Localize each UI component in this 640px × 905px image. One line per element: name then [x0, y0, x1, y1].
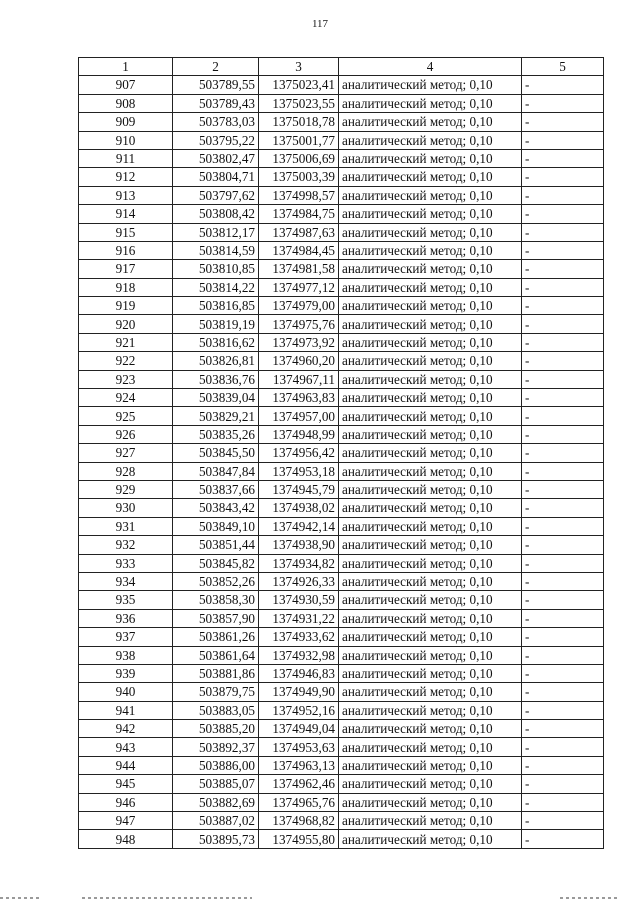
- x-coordinate-cell: 503845,50: [173, 444, 259, 462]
- method-accuracy-cell: аналитический метод; 0,10: [339, 297, 522, 315]
- note-cell: -: [522, 94, 604, 112]
- x-coordinate-cell: 503885,07: [173, 775, 259, 793]
- point-number-cell: 915: [79, 223, 173, 241]
- note-cell: -: [522, 591, 604, 609]
- point-number-cell: 929: [79, 480, 173, 498]
- y-coordinate-cell: 1375018,78: [259, 113, 339, 131]
- point-number-cell: 932: [79, 536, 173, 554]
- note-cell: -: [522, 315, 604, 333]
- point-number-cell: 943: [79, 738, 173, 756]
- x-coordinate-cell: 503802,47: [173, 149, 259, 167]
- table-body: [79, 76, 604, 848]
- y-coordinate-cell: 1374955,80: [259, 830, 339, 848]
- point-number-cell: 936: [79, 609, 173, 627]
- y-coordinate-cell: 1374938,90: [259, 536, 339, 554]
- x-coordinate-cell: 503816,85: [173, 297, 259, 315]
- method-accuracy-cell: аналитический метод; 0,10: [339, 572, 522, 590]
- table-row: [79, 517, 604, 535]
- x-coordinate-cell: 503885,20: [173, 720, 259, 738]
- point-number-cell: 930: [79, 499, 173, 517]
- y-coordinate-cell: 1375023,55: [259, 94, 339, 112]
- x-coordinate-cell: 503804,71: [173, 168, 259, 186]
- method-accuracy-cell: аналитический метод; 0,10: [339, 683, 522, 701]
- note-cell: -: [522, 389, 604, 407]
- table-row: [79, 462, 604, 480]
- x-coordinate-cell: 503883,05: [173, 701, 259, 719]
- point-number-cell: 911: [79, 149, 173, 167]
- method-accuracy-cell: аналитический метод; 0,10: [339, 278, 522, 296]
- method-accuracy-cell: аналитический метод; 0,10: [339, 94, 522, 112]
- table-row: [79, 168, 604, 186]
- method-accuracy-cell: аналитический метод; 0,10: [339, 370, 522, 388]
- method-accuracy-cell: аналитический метод; 0,10: [339, 536, 522, 554]
- y-coordinate-cell: 1374960,20: [259, 352, 339, 370]
- method-accuracy-cell: аналитический метод; 0,10: [339, 389, 522, 407]
- point-number-cell: 928: [79, 462, 173, 480]
- x-coordinate-cell: 503892,37: [173, 738, 259, 756]
- method-accuracy-cell: аналитический метод; 0,10: [339, 352, 522, 370]
- method-accuracy-cell: аналитический метод; 0,10: [339, 205, 522, 223]
- y-coordinate-cell: 1374968,82: [259, 812, 339, 830]
- table-row: [79, 113, 604, 131]
- table-row: [79, 260, 604, 278]
- table-header-row: [79, 58, 604, 76]
- point-number-cell: 926: [79, 425, 173, 443]
- x-coordinate-cell: 503895,73: [173, 830, 259, 848]
- page-number: 117: [311, 18, 329, 30]
- table-row: [79, 572, 604, 590]
- x-coordinate-cell: 503857,90: [173, 609, 259, 627]
- x-coordinate-cell: 503847,84: [173, 462, 259, 480]
- note-cell: -: [522, 646, 604, 664]
- table-row: [79, 352, 604, 370]
- table-row: [79, 278, 604, 296]
- method-accuracy-cell: аналитический метод; 0,10: [339, 554, 522, 572]
- note-cell: -: [522, 572, 604, 590]
- point-number-cell: 940: [79, 683, 173, 701]
- x-coordinate-cell: 503789,55: [173, 76, 259, 94]
- note-cell: -: [522, 444, 604, 462]
- y-coordinate-cell: 1374987,63: [259, 223, 339, 241]
- note-cell: -: [522, 260, 604, 278]
- table-row: [79, 333, 604, 351]
- y-coordinate-cell: 1374975,76: [259, 315, 339, 333]
- y-coordinate-cell: 1374965,76: [259, 793, 339, 811]
- x-coordinate-cell: 503881,86: [173, 664, 259, 682]
- method-accuracy-cell: аналитический метод; 0,10: [339, 315, 522, 333]
- x-coordinate-cell: 503887,02: [173, 812, 259, 830]
- note-cell: -: [522, 223, 604, 241]
- y-coordinate-cell: 1374949,04: [259, 720, 339, 738]
- point-number-cell: 946: [79, 793, 173, 811]
- note-cell: -: [522, 517, 604, 535]
- note-cell: -: [522, 554, 604, 572]
- y-coordinate-cell: 1375006,69: [259, 149, 339, 167]
- method-accuracy-cell: аналитический метод; 0,10: [339, 260, 522, 278]
- table-row: [79, 499, 604, 517]
- table-row: [79, 297, 604, 315]
- x-coordinate-cell: 503835,26: [173, 425, 259, 443]
- method-accuracy-cell: аналитический метод; 0,10: [339, 223, 522, 241]
- y-coordinate-cell: 1374979,00: [259, 297, 339, 315]
- y-coordinate-cell: 1374963,13: [259, 756, 339, 774]
- table-row: [79, 738, 604, 756]
- note-cell: -: [522, 205, 604, 223]
- method-accuracy-cell: аналитический метод; 0,10: [339, 76, 522, 94]
- method-accuracy-cell: аналитический метод; 0,10: [339, 701, 522, 719]
- column-header-1: 1: [79, 58, 173, 76]
- y-coordinate-cell: 1374973,92: [259, 333, 339, 351]
- table-row: [79, 241, 604, 259]
- y-coordinate-cell: 1374938,02: [259, 499, 339, 517]
- y-coordinate-cell: 1374984,75: [259, 205, 339, 223]
- point-number-cell: 924: [79, 389, 173, 407]
- method-accuracy-cell: аналитический метод; 0,10: [339, 756, 522, 774]
- note-cell: -: [522, 738, 604, 756]
- point-number-cell: 921: [79, 333, 173, 351]
- point-number-cell: 920: [79, 315, 173, 333]
- method-accuracy-cell: аналитический метод; 0,10: [339, 131, 522, 149]
- table-row: [79, 425, 604, 443]
- table-row: [79, 315, 604, 333]
- x-coordinate-cell: 503882,69: [173, 793, 259, 811]
- method-accuracy-cell: аналитический метод; 0,10: [339, 113, 522, 131]
- table-row: [79, 94, 604, 112]
- y-coordinate-cell: 1374930,59: [259, 591, 339, 609]
- y-coordinate-cell: 1374953,18: [259, 462, 339, 480]
- point-number-cell: 907: [79, 76, 173, 94]
- note-cell: -: [522, 425, 604, 443]
- note-cell: -: [522, 701, 604, 719]
- table-row: [79, 554, 604, 572]
- table-row: [79, 444, 604, 462]
- note-cell: -: [522, 278, 604, 296]
- point-number-cell: 931: [79, 517, 173, 535]
- x-coordinate-cell: 503837,66: [173, 480, 259, 498]
- table-row: [79, 628, 604, 646]
- point-number-cell: 938: [79, 646, 173, 664]
- method-accuracy-cell: аналитический метод; 0,10: [339, 407, 522, 425]
- x-coordinate-cell: 503816,62: [173, 333, 259, 351]
- y-coordinate-cell: 1374967,11: [259, 370, 339, 388]
- table-row: [79, 720, 604, 738]
- y-coordinate-cell: 1374931,22: [259, 609, 339, 627]
- table-row: [79, 149, 604, 167]
- point-number-cell: 919: [79, 297, 173, 315]
- method-accuracy-cell: аналитический метод; 0,10: [339, 499, 522, 517]
- table-row: [79, 683, 604, 701]
- note-cell: -: [522, 370, 604, 388]
- point-number-cell: 947: [79, 812, 173, 830]
- y-coordinate-cell: 1374949,90: [259, 683, 339, 701]
- x-coordinate-cell: 503797,62: [173, 186, 259, 204]
- table-row: [79, 536, 604, 554]
- x-coordinate-cell: 503879,75: [173, 683, 259, 701]
- note-cell: -: [522, 241, 604, 259]
- method-accuracy-cell: аналитический метод; 0,10: [339, 738, 522, 756]
- point-number-cell: 912: [79, 168, 173, 186]
- method-accuracy-cell: аналитический метод; 0,10: [339, 517, 522, 535]
- point-number-cell: 942: [79, 720, 173, 738]
- table-row: [79, 830, 604, 848]
- table-row: [79, 370, 604, 388]
- y-coordinate-cell: 1374956,42: [259, 444, 339, 462]
- method-accuracy-cell: аналитический метод; 0,10: [339, 149, 522, 167]
- y-coordinate-cell: 1375001,77: [259, 131, 339, 149]
- point-number-cell: 934: [79, 572, 173, 590]
- footer-mark-left: [0, 897, 40, 899]
- table-row: [79, 646, 604, 664]
- method-accuracy-cell: аналитический метод; 0,10: [339, 168, 522, 186]
- method-accuracy-cell: аналитический метод; 0,10: [339, 812, 522, 830]
- method-accuracy-cell: аналитический метод; 0,10: [339, 720, 522, 738]
- point-number-cell: 925: [79, 407, 173, 425]
- note-cell: -: [522, 756, 604, 774]
- method-accuracy-cell: аналитический метод; 0,10: [339, 646, 522, 664]
- note-cell: -: [522, 149, 604, 167]
- footer-mark-right: [560, 897, 620, 899]
- y-coordinate-cell: 1375023,41: [259, 76, 339, 94]
- y-coordinate-cell: 1374926,33: [259, 572, 339, 590]
- note-cell: -: [522, 830, 604, 848]
- point-number-cell: 948: [79, 830, 173, 848]
- x-coordinate-cell: 503845,82: [173, 554, 259, 572]
- table-row: [79, 223, 604, 241]
- x-coordinate-cell: 503861,26: [173, 628, 259, 646]
- y-coordinate-cell: 1374945,79: [259, 480, 339, 498]
- x-coordinate-cell: 503795,22: [173, 131, 259, 149]
- y-coordinate-cell: 1374998,57: [259, 186, 339, 204]
- table-row: [79, 793, 604, 811]
- note-cell: -: [522, 793, 604, 811]
- point-number-cell: 939: [79, 664, 173, 682]
- method-accuracy-cell: аналитический метод; 0,10: [339, 425, 522, 443]
- table-row: [79, 775, 604, 793]
- x-coordinate-cell: 503814,59: [173, 241, 259, 259]
- point-number-cell: 913: [79, 186, 173, 204]
- y-coordinate-cell: 1374957,00: [259, 407, 339, 425]
- note-cell: -: [522, 536, 604, 554]
- point-number-cell: 933: [79, 554, 173, 572]
- y-coordinate-cell: 1374948,99: [259, 425, 339, 443]
- table-row: [79, 407, 604, 425]
- column-header-5: 5: [522, 58, 604, 76]
- point-number-cell: 944: [79, 756, 173, 774]
- point-number-cell: 914: [79, 205, 173, 223]
- note-cell: -: [522, 352, 604, 370]
- method-accuracy-cell: аналитический метод; 0,10: [339, 793, 522, 811]
- point-number-cell: 909: [79, 113, 173, 131]
- note-cell: -: [522, 407, 604, 425]
- y-coordinate-cell: 1374981,58: [259, 260, 339, 278]
- note-cell: -: [522, 812, 604, 830]
- method-accuracy-cell: аналитический метод; 0,10: [339, 664, 522, 682]
- method-accuracy-cell: аналитический метод; 0,10: [339, 462, 522, 480]
- note-cell: -: [522, 683, 604, 701]
- table-row: [79, 591, 604, 609]
- note-cell: -: [522, 168, 604, 186]
- note-cell: -: [522, 480, 604, 498]
- x-coordinate-cell: 503843,42: [173, 499, 259, 517]
- note-cell: -: [522, 664, 604, 682]
- x-coordinate-cell: 503829,21: [173, 407, 259, 425]
- x-coordinate-cell: 503808,42: [173, 205, 259, 223]
- note-cell: -: [522, 333, 604, 351]
- method-accuracy-cell: аналитический метод; 0,10: [339, 333, 522, 351]
- method-accuracy-cell: аналитический метод; 0,10: [339, 628, 522, 646]
- note-cell: -: [522, 297, 604, 315]
- y-coordinate-cell: 1374953,63: [259, 738, 339, 756]
- table-row: [79, 701, 604, 719]
- y-coordinate-cell: 1375003,39: [259, 168, 339, 186]
- note-cell: -: [522, 186, 604, 204]
- y-coordinate-cell: 1374984,45: [259, 241, 339, 259]
- x-coordinate-cell: 503851,44: [173, 536, 259, 554]
- x-coordinate-cell: 503861,64: [173, 646, 259, 664]
- y-coordinate-cell: 1374932,98: [259, 646, 339, 664]
- table-row: [79, 756, 604, 774]
- point-number-cell: 917: [79, 260, 173, 278]
- x-coordinate-cell: 503812,17: [173, 223, 259, 241]
- point-number-cell: 922: [79, 352, 173, 370]
- y-coordinate-cell: 1374933,62: [259, 628, 339, 646]
- table-row: [79, 76, 604, 94]
- y-coordinate-cell: 1374977,12: [259, 278, 339, 296]
- note-cell: -: [522, 131, 604, 149]
- x-coordinate-cell: 503836,76: [173, 370, 259, 388]
- y-coordinate-cell: 1374934,82: [259, 554, 339, 572]
- coordinates-table: [78, 57, 604, 849]
- point-number-cell: 923: [79, 370, 173, 388]
- x-coordinate-cell: 503858,30: [173, 591, 259, 609]
- x-coordinate-cell: 503826,81: [173, 352, 259, 370]
- note-cell: -: [522, 462, 604, 480]
- point-number-cell: 935: [79, 591, 173, 609]
- column-header-3: 3: [259, 58, 339, 76]
- note-cell: -: [522, 609, 604, 627]
- note-cell: -: [522, 499, 604, 517]
- method-accuracy-cell: аналитический метод; 0,10: [339, 241, 522, 259]
- x-coordinate-cell: 503814,22: [173, 278, 259, 296]
- point-number-cell: 910: [79, 131, 173, 149]
- point-number-cell: 941: [79, 701, 173, 719]
- point-number-cell: 916: [79, 241, 173, 259]
- point-number-cell: 918: [79, 278, 173, 296]
- method-accuracy-cell: аналитический метод; 0,10: [339, 480, 522, 498]
- column-header-4: 4: [339, 58, 522, 76]
- x-coordinate-cell: 503783,03: [173, 113, 259, 131]
- x-coordinate-cell: 503789,43: [173, 94, 259, 112]
- table-row: [79, 205, 604, 223]
- x-coordinate-cell: 503810,85: [173, 260, 259, 278]
- column-header-2: 2: [173, 58, 259, 76]
- y-coordinate-cell: 1374963,83: [259, 389, 339, 407]
- method-accuracy-cell: аналитический метод; 0,10: [339, 186, 522, 204]
- footer-mark-center: [82, 897, 252, 899]
- method-accuracy-cell: аналитический метод; 0,10: [339, 609, 522, 627]
- point-number-cell: 908: [79, 94, 173, 112]
- table-row: [79, 609, 604, 627]
- y-coordinate-cell: 1374952,16: [259, 701, 339, 719]
- x-coordinate-cell: 503886,00: [173, 756, 259, 774]
- method-accuracy-cell: аналитический метод; 0,10: [339, 775, 522, 793]
- note-cell: -: [522, 628, 604, 646]
- note-cell: -: [522, 720, 604, 738]
- y-coordinate-cell: 1374962,46: [259, 775, 339, 793]
- table-row: [79, 186, 604, 204]
- point-number-cell: 927: [79, 444, 173, 462]
- note-cell: -: [522, 76, 604, 94]
- table-row: [79, 480, 604, 498]
- point-number-cell: 937: [79, 628, 173, 646]
- x-coordinate-cell: 503849,10: [173, 517, 259, 535]
- x-coordinate-cell: 503852,26: [173, 572, 259, 590]
- y-coordinate-cell: 1374946,83: [259, 664, 339, 682]
- method-accuracy-cell: аналитический метод; 0,10: [339, 830, 522, 848]
- point-number-cell: 945: [79, 775, 173, 793]
- x-coordinate-cell: 503819,19: [173, 315, 259, 333]
- note-cell: -: [522, 113, 604, 131]
- method-accuracy-cell: аналитический метод; 0,10: [339, 591, 522, 609]
- table-row: [79, 664, 604, 682]
- table-row: [79, 389, 604, 407]
- y-coordinate-cell: 1374942,14: [259, 517, 339, 535]
- note-cell: -: [522, 775, 604, 793]
- table-row: [79, 131, 604, 149]
- x-coordinate-cell: 503839,04: [173, 389, 259, 407]
- method-accuracy-cell: аналитический метод; 0,10: [339, 444, 522, 462]
- table-row: [79, 812, 604, 830]
